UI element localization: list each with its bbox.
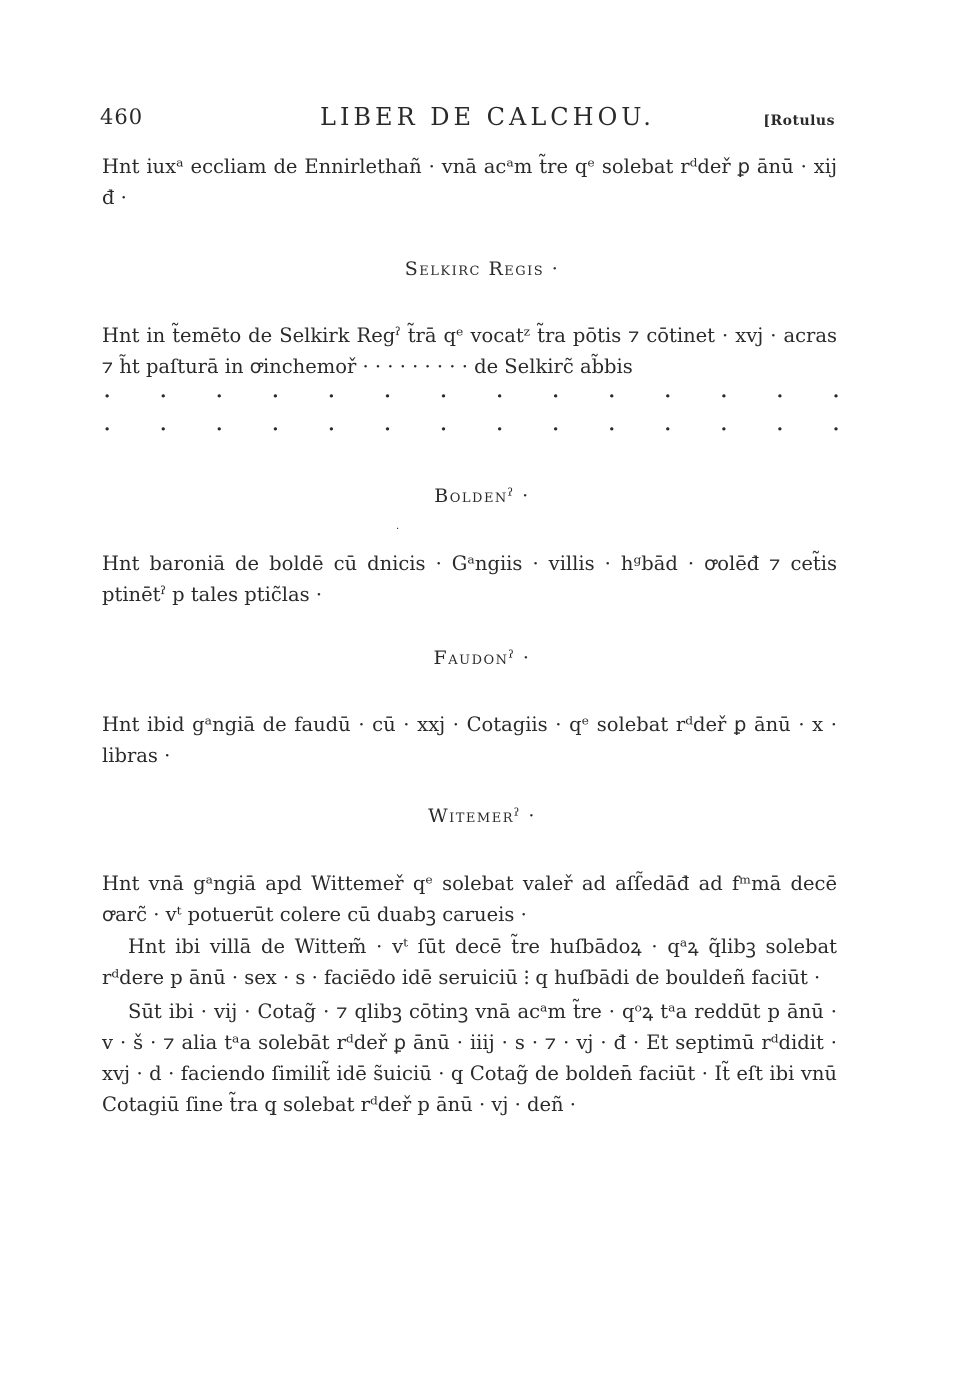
side-note: [Rotulus (763, 113, 835, 129)
bolden-paragraph: Hnt baroniā de boldē cū dnicis · Gᵃngiis · villis · hᵍbād · ꝍolēđ ⁊ cet̃is ptinētˀ p tales ptic̃las · (102, 552, 837, 606)
intro-paragraph: Hnt iuxᵃ eccliam de Ennirlethañ · vnā acᵃm t̃re qᵉ solebat rᵈdeř ꝑ ānū · xij đ · (102, 155, 837, 209)
faudon-paragraph: Hnt ibid gᵃngiā de faudū · cū · xxj · Cotagiis · qᵉ solebat rᵈdeř ꝑ ānū · x · libras · (102, 713, 837, 767)
running-head (100, 103, 835, 137)
faudon-heading: Faudonˀ · (433, 647, 531, 669)
book-title: LIBER DE CALCHOU. (320, 103, 655, 131)
bolden-heading: Boldenˀ · (434, 485, 530, 507)
page-number: 460 (100, 105, 144, 129)
witemer-paragraph-1: Hnt vnā gᵃngiā apd Wittemeř qᵉ solebat valeř ad aſſ̃edāđ ad fᵐmā decē ꝍarc̃ · vᵗ potuerūt colere cū duabꝫ carueis · (102, 872, 837, 926)
selkirc-paragraph: Hnt in t̃emēto de Selkirk Regˀ t̃rā qᵉ vocatᶻ t̃ra pōtis ⁊ cōtinet · xvj · acras ⁊ h̃t paſturā in ꝍinchemoř · · · · · · · · · de Selkirc̃ ab̃bis (102, 324, 837, 378)
selkirc-heading: Selkirc Regis · (404, 258, 560, 280)
stray-mark: · (396, 524, 400, 535)
witemer-paragraph-3: Sūt ibi · vij · Cotag̃ · ⁊ qlibꝫ cōtinꝫ vnā acᵃm t̃re · qᵒꝝ tᵃa reddūt p ānū · v · š · ⁊ alia tᵃa solebāt rᵈdeř ꝑ ānū · iiij · s · ⁊ · vj · đ · Et septimū rᵈdidit · xvj · d · faciendo ſimilit̃ idē s̃uiciū · q̧ Cotag̃ de bolden̄ faciūt · It̃ eſt ibi vnū Cotagiū ſine t̃ra q̧ solebat rᵈdeř p ānū · vj · deñ · (102, 1000, 837, 1116)
ellipsis-row-1: · · · · · · · · · · · · · · (104, 386, 840, 407)
witemer-paragraph-2: Hnt ibi villā de Wittem̃ · vᵗ ſūt decē t̃re huſbādoꝝ · qᵃꝝ q̃libꝫ solebat rᵈdere p ānū · sex · s · faciēdo idē seruiciū ⁝ q huſbādi de bouldeñ faciūt · (102, 935, 837, 989)
witemer-heading: Witemerˀ · (428, 805, 536, 827)
ellipsis-row-2: · · · · · · · · · · · · · · (104, 419, 840, 440)
